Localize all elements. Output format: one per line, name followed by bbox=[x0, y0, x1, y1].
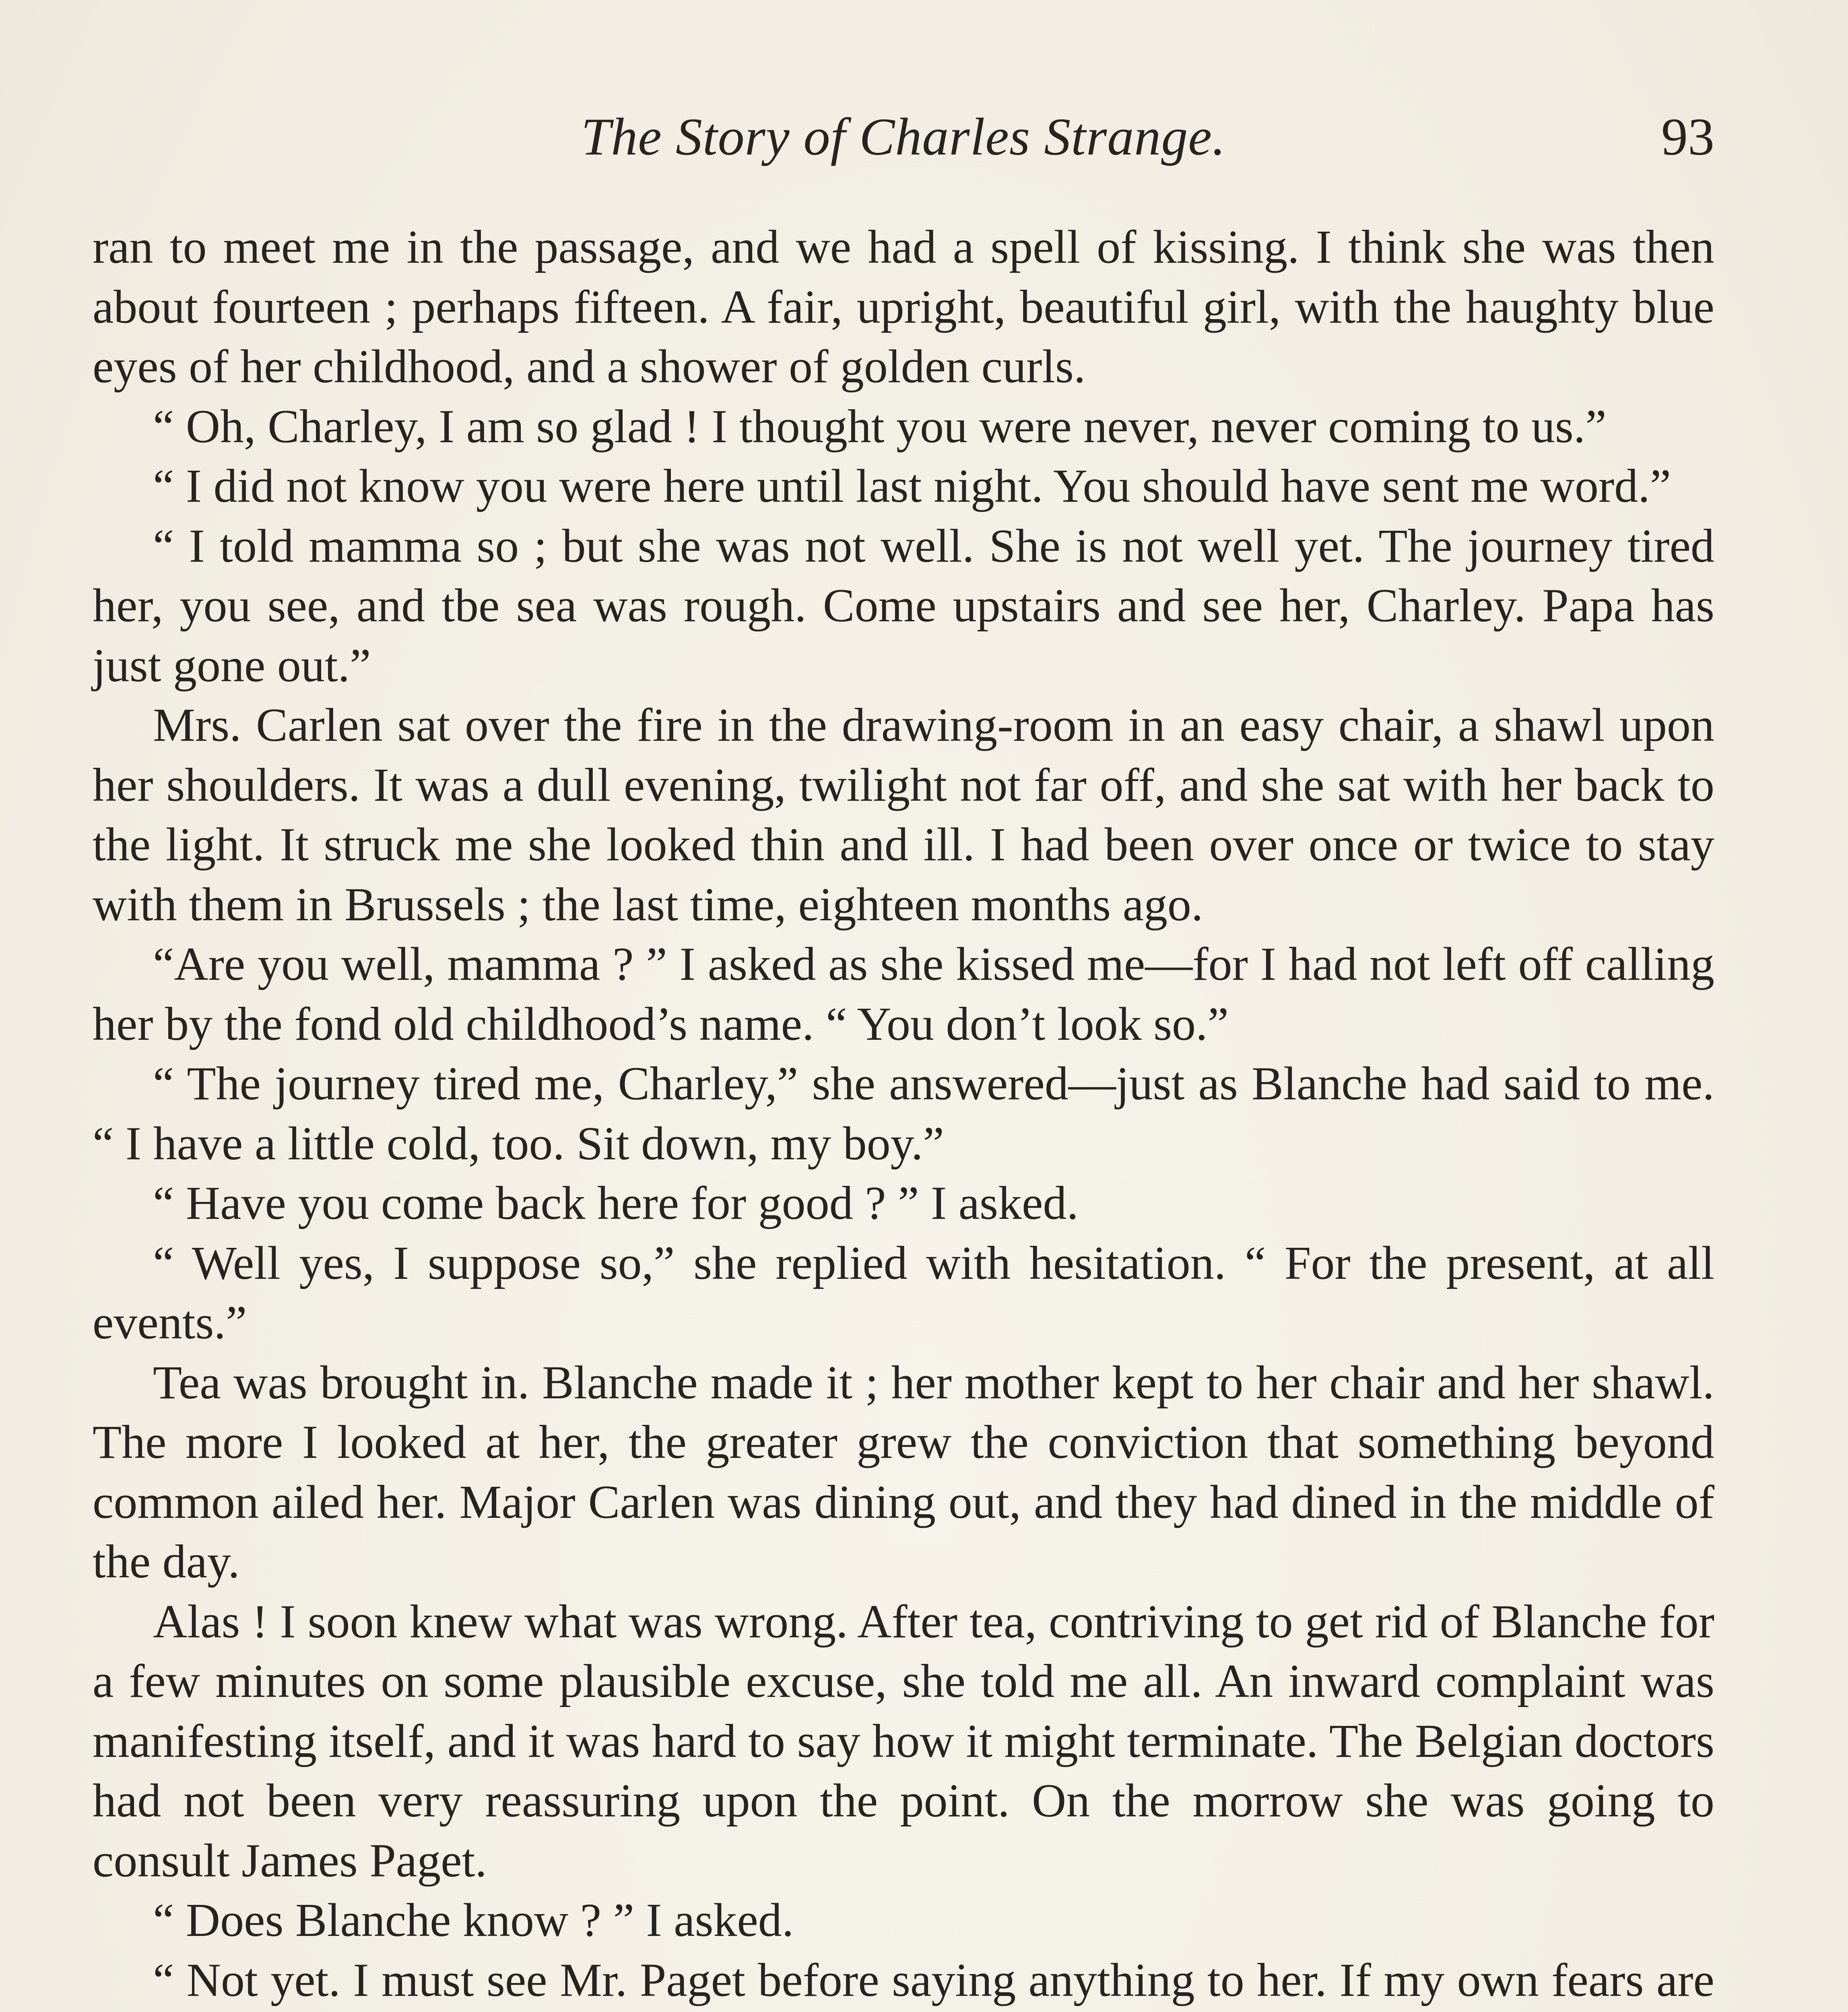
paragraph-10: Tea was brought in. Blanche made it ; her mother kept to her chair and her shawl. The more I looked at her, the greater grew the conviction that something beyond common ailed her. Major Carlen was dining out, and they had dined in the middle of the day. bbox=[93, 1356, 1714, 1588]
paragraph-2: “ Oh, Charley, I am so glad ! I thought you were never, never coming to us.” bbox=[153, 400, 1607, 453]
paragraph-5: Mrs. Carlen sat over the fire in the drawing-room in an easy chair, a shawl upon her shoulders. It was a dull evening, twilight not far off, and she sat with her back to the light. It struck me she looked thin and ill. I had been over once or twice to stay with them in Brussels ; the last time, eighteen months ago. bbox=[93, 699, 1714, 931]
paragraph-13: “ Not yet. I must see Mr. Paget before saying anything to her. If my own fears are bbox=[153, 1953, 1714, 2006]
paragraph-11: Alas ! I soon knew what was wrong. After tea, contriving to get rid of Blanche for a few minutes on some plausible excuse, she told me all. An inward complaint was manifesting itself, and it was hard to say how it might terminate. The Belgian doctors had not been very reassuring upon the point. On the morrow she was going to consult James Paget. bbox=[93, 1595, 1714, 1887]
running-head: The Story of Charles Strange. bbox=[581, 107, 1226, 166]
paragraph-1: ran to meet me in the passage, and we had a spell of kissing. I think she was then about fourteen ; perhaps fifteen. A fair, upright, beautiful girl, with the haughty blue eyes of her childhood, and a shower of golden curls. bbox=[93, 221, 1714, 393]
paragraph-3: “ I did not know you were here until last night. You should have sent me word.” bbox=[153, 460, 1671, 512]
paragraph-8: “ Have you come back here for good ? ” I asked. bbox=[153, 1177, 1079, 1229]
paragraph-6: “Are you well, mamma ? ” I asked as she kissed me—for I had not left off calling her by the fond old childhood’s name. “ You don’t look so.” bbox=[93, 938, 1714, 1050]
paragraph-7: “ The journey tired me, Charley,” she answered—just as Blanche had said to me. “ I have a little cold, too. Sit down, my boy.” bbox=[93, 1057, 1714, 1170]
paragraph-12: “ Does Blanche know ? ” I asked. bbox=[153, 1894, 794, 1946]
page-header bbox=[93, 101, 1714, 173]
paragraph-4: “ I told mamma so ; but she was not well. She is not well yet. The journey tired her, you see, and tbe sea was rough. Come upstairs and see her, Charley. Papa has just gone out.” bbox=[93, 519, 1714, 692]
body-text bbox=[93, 217, 1714, 2012]
page-number: 93 bbox=[1661, 107, 1714, 166]
paragraph-9: “ Well yes, I suppose so,” she replied with hesitation. “ For the present, at all events.” bbox=[93, 1236, 1714, 1349]
